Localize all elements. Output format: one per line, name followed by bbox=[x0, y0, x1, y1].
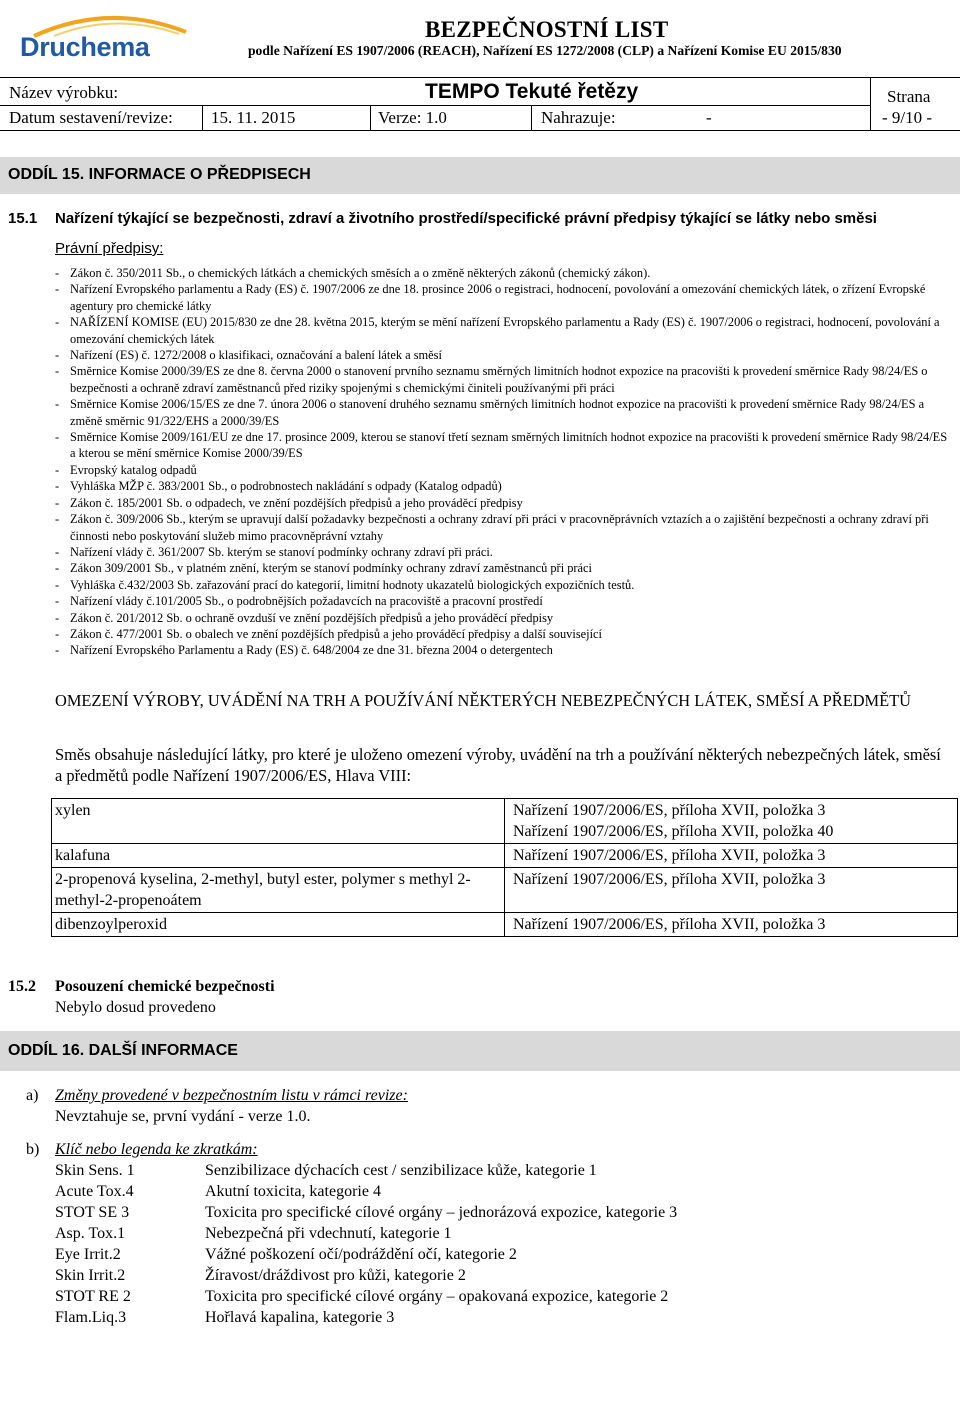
substance-cell: dibenzoylperoxid bbox=[52, 913, 505, 937]
table-row bbox=[52, 868, 958, 913]
item-b-label: b) bbox=[26, 1141, 40, 1158]
list-item: - Směrnice Komise 2009/161/EU ze dne 17. prosince 2009, kterou se stanoví třetí seznam směrných limitních hodnot expozice na pracovišti k provedení směrnice Rady 98/24/ES a kterou se mění směrnice Komise 2000/39/ES bbox=[55, 429, 955, 462]
section-15-bar bbox=[0, 157, 960, 194]
table-row bbox=[52, 844, 958, 868]
page-value: - 9/10 - bbox=[882, 108, 933, 127]
list-item: - Nařízení (ES) č. 1272/2008 o klasifikaci, označování a balení látek a směsí bbox=[55, 347, 955, 363]
legend-abbr: Eye Irrit.2 bbox=[55, 1246, 121, 1263]
replaces-value: - bbox=[706, 108, 712, 127]
restriction-heading: OMEZENÍ VÝROBY, UVÁDĚNÍ NA TRH A POUŽÍVÁNÍ NĚKTERÝCH NEBEZPEČNÝCH LÁTEK, SMĚSÍ A PŘEDMĚTŮ bbox=[55, 691, 911, 710]
item-b-title: Klíč nebo legenda ke zkratkám: bbox=[55, 1141, 258, 1158]
legend-desc: Nebezpečná při vdechnutí, kategorie 1 bbox=[205, 1225, 452, 1242]
replaces-label: Nahrazuje: bbox=[541, 108, 616, 127]
legend-abbr: Asp. Tox.1 bbox=[55, 1225, 126, 1242]
company-logo bbox=[14, 10, 194, 72]
reference-line: Nařízení 1907/2006/ES, příloha XVII, položka 3 bbox=[513, 847, 826, 864]
reference-line: Nařízení 1907/2006/ES, příloha XVII, položka 3 bbox=[513, 802, 826, 819]
list-item: - Směrnice Komise 2000/39/ES ze dne 8. června 2000 o stanovení prvního seznamu směrných limitních hodnot expozice na pracovišti k provedení směrnice Rady 98/24/ES o bezpečnosti a ochraně zdraví zaměstnanců před riziky spojenými s chemickými činiteli používanými při práci bbox=[55, 363, 955, 396]
table-row bbox=[52, 799, 958, 844]
document-title: BEZPEČNOSTNÍ LIST bbox=[425, 17, 669, 42]
reference-cell bbox=[505, 844, 958, 868]
reference-cell bbox=[505, 868, 958, 913]
item-a-text: Nevztahuje se, první vydání - verze 1.0. bbox=[55, 1108, 311, 1125]
legend-abbr: Acute Tox.4 bbox=[55, 1183, 134, 1200]
item-a-title: Změny provedené v bezpečnostním listu v rámci revize: bbox=[55, 1087, 408, 1104]
reference-line: Nařízení 1907/2006/ES, příloha XVII, položka 40 bbox=[513, 823, 834, 840]
subsection-15-2-text: Nebylo dosud provedeno bbox=[55, 999, 216, 1016]
logo-text: Druchema bbox=[20, 32, 150, 62]
regulations-list bbox=[55, 265, 955, 659]
reference-cell bbox=[505, 799, 958, 844]
item-a-label: a) bbox=[26, 1087, 39, 1104]
product-label: Název výrobku: bbox=[9, 83, 119, 102]
list-item: - Zákon č. 477/2001 Sb. o obalech ve znění pozdějších předpisů a jeho prováděcí předpisy a další související bbox=[55, 626, 955, 642]
legend-abbr: STOT SE 3 bbox=[55, 1204, 130, 1221]
reference-line: Nařízení 1907/2006/ES, příloha XVII, položka 3 bbox=[513, 871, 826, 888]
legal-regulations-label: Právní předpisy: bbox=[55, 240, 164, 257]
legend-abbr: Flam.Liq.3 bbox=[55, 1309, 127, 1326]
list-item: - Nařízení Evropského Parlamentu a Rady (ES) č. 648/2004 ze dne 31. března 2004 o detergentech bbox=[55, 642, 955, 658]
subsection-15-2-title: Posouzení chemické bezpečnosti bbox=[55, 978, 275, 995]
legend-abbr: Skin Irrit.2 bbox=[55, 1267, 126, 1284]
version-label: Verze: 1.0 bbox=[378, 108, 447, 127]
product-name: TEMPO Tekuté řetězy bbox=[425, 80, 639, 103]
list-item: - Zákon 309/2001 Sb., v platném znění, kterým se stanoví podmínky ochrany zdraví zaměstnanců při práci bbox=[55, 560, 955, 576]
document-subtitle: podle Nařízení ES 1907/2006 (REACH), Nařízení ES 1272/2008 (CLP) a Nařízení Komise EU 2015/830 bbox=[248, 43, 842, 58]
page-label: Strana bbox=[887, 87, 931, 106]
list-item: - Vyhláška MŽP č. 383/2001 Sb., o podrobnostech nakládání s odpady (Katalog odpadů) bbox=[55, 478, 955, 494]
reference-line: Nařízení 1907/2006/ES, příloha XVII, položka 3 bbox=[513, 916, 826, 933]
legend-desc: Toxicita pro specifické cílové orgány – jednorázová expozice, kategorie 3 bbox=[205, 1204, 678, 1221]
list-item: - Směrnice Komise 2006/15/ES ze dne 7. února 2006 o stanovení druhého seznamu směrných limitních hodnot expozice na pracovišti k provedení směrnice Rady 98/24/ES a změně směrnic 91/322/EHS a 2000/39/ES bbox=[55, 396, 955, 429]
substance-cell: kalafuna bbox=[52, 844, 505, 868]
section-16-title: ODDÍL 16. DALŠÍ INFORMACE bbox=[8, 1042, 238, 1059]
list-item: - Zákon č. 201/2012 Sb. o ochraně ovzduší ve znění pozdějších předpisů a jeho prováděcí předpisy bbox=[55, 610, 955, 626]
section-15-title: ODDÍL 15. INFORMACE O PŘEDPISECH bbox=[8, 166, 311, 183]
subsection-15-1-title: Nařízení týkající se bezpečnosti, zdraví a životního prostředí/specifické právní předpisy týkající se látky nebo směsi bbox=[55, 210, 877, 227]
date-value: 15. 11. 2015 bbox=[211, 108, 296, 127]
legend-abbr: STOT RE 2 bbox=[55, 1288, 131, 1305]
list-item: - Vyhláška č.432/2003 Sb. zařazování prací do kategorií, limitní hodnoty ukazatelů biologických expozičních testů. bbox=[55, 577, 955, 593]
subsection-15-1-number: 15.1 bbox=[8, 210, 38, 227]
legend-desc: Vážné poškození očí/podráždění očí, kategorie 2 bbox=[205, 1246, 517, 1263]
list-item: - Zákon č. 185/2001 Sb. o odpadech, ve znění pozdějších předpisů a jeho prováděcí předpisy bbox=[55, 495, 955, 511]
date-label: Datum sestavení/revize: bbox=[9, 108, 173, 127]
list-item: - Nařízení vlády č. 361/2007 Sb. kterým se stanoví podmínky ochrany zdraví při práci. bbox=[55, 544, 955, 560]
table-row bbox=[52, 913, 958, 937]
list-item: - Evropský katalog odpadů bbox=[55, 462, 955, 478]
subsection-15-2-number: 15.2 bbox=[8, 978, 36, 995]
list-item: - Nařízení Evropského parlamentu a Rady (ES) č. 1907/2006 ze dne 18. prosince 2006 o registraci, hodnocení, povolování a omezování chemických látek, o zřízení Evropské agentury pro chemické látky bbox=[55, 281, 955, 314]
list-item: - Nařízení vlády č.101/2005 Sb., o podrobnějších požadavcích na pracoviště a pracovní prostředí bbox=[55, 593, 955, 609]
legend-desc: Senzibilizace dýchacích cest / senzibilizace kůže, kategorie 1 bbox=[205, 1162, 597, 1179]
list-item: - Zákon č. 309/2006 Sb., kterým se upravují další požadavky bezpečnosti a ochrany zdraví při práci v pracovněprávních vztazích a o zajištění bezpečnosti a ochrany zdraví při činnosti nebo poskytování služeb mimo pracovněprávní vztahy bbox=[55, 511, 955, 544]
legend-desc: Žíravost/dráždivost pro kůži, kategorie 2 bbox=[205, 1267, 466, 1284]
restriction-text: Směs obsahuje následující látky, pro které je uloženo omezení výroby, uvádění na trh a používání některých nebezpečných látek, směsí a předmětů podle Nařízení 1907/2006/ES, Hlava VIII: bbox=[55, 745, 941, 785]
legend-desc: Hořlavá kapalina, kategorie 3 bbox=[205, 1309, 395, 1326]
substance-cell: 2-propenová kyselina, 2-methyl, butyl ester, polymer s methyl 2-methyl-2-propenoátem bbox=[52, 868, 505, 913]
restriction-table bbox=[51, 798, 958, 937]
legend-abbr: Skin Sens. 1 bbox=[55, 1162, 135, 1179]
legend-desc: Toxicita pro specifické cílové orgány – opakovaná expozice, kategorie 2 bbox=[205, 1288, 669, 1305]
list-item: - NAŘÍZENÍ KOMISE (EU) 2015/830 ze dne 28. května 2015, kterým se mění nařízení Evropského parlamentu a Rady (ES) č. 1907/2006 o registraci, hodnocení, povolování a omezování chemických látek bbox=[55, 314, 955, 347]
legend-desc: Akutní toxicita, kategorie 4 bbox=[205, 1183, 381, 1200]
substance-cell: xylen bbox=[52, 799, 505, 844]
section-16-bar bbox=[0, 1031, 960, 1071]
reference-cell bbox=[505, 913, 958, 937]
list-item: - Zákon č. 350/2011 Sb., o chemických látkách a chemických směsích a o změně některých zákonů (chemický zákon). bbox=[55, 265, 955, 281]
